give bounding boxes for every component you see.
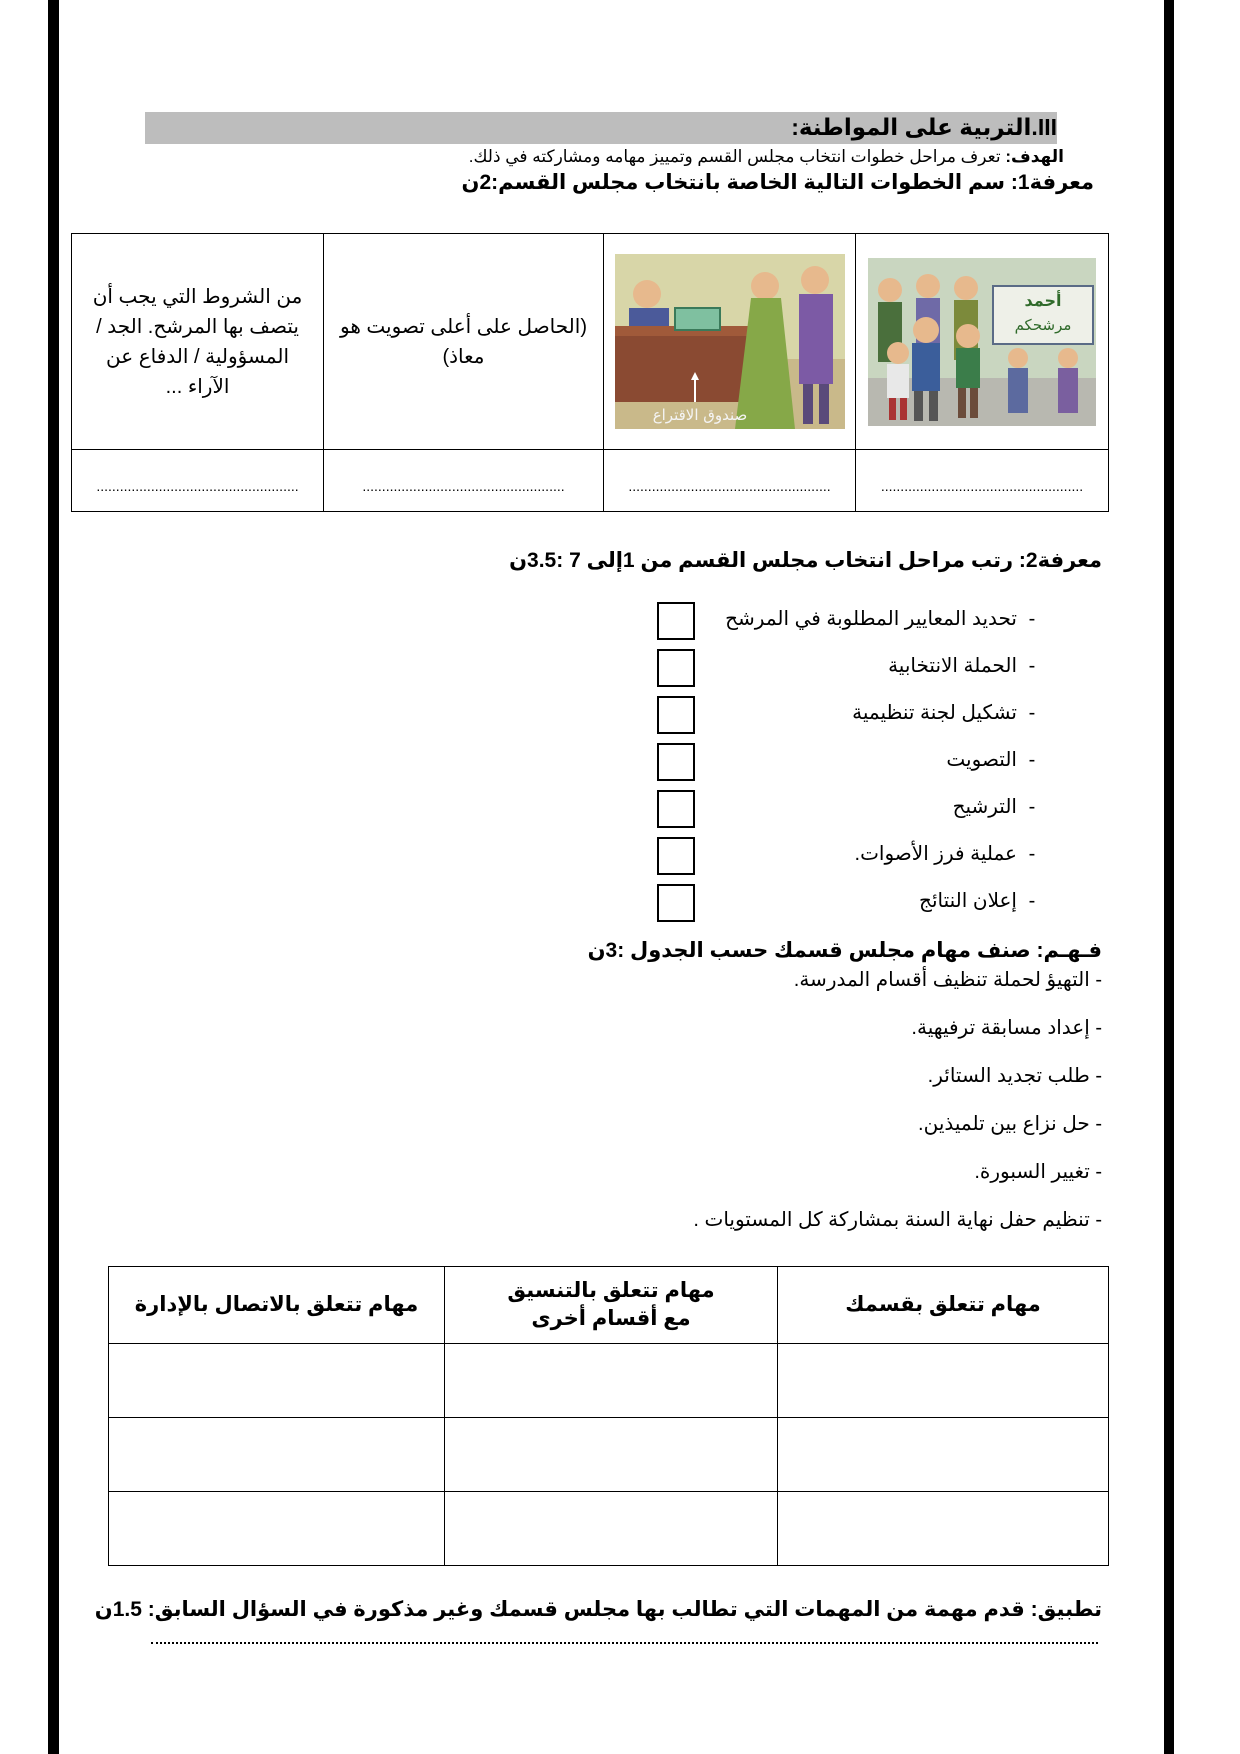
steps-result-text: (الحاصل على أعلى تصويت هو معاذ) [339, 315, 587, 368]
answer-dots-1: .................................................... [880, 477, 1084, 494]
answer-dots-3: .................................................... [362, 477, 565, 494]
task-item-1: - التهيؤ لحملة تنظيف أقسام المدرسة. [793, 969, 1102, 991]
campaign-sign-text-2: مرشحكم [1014, 315, 1072, 334]
header-administration-tasks: مهام تتعلق بالاتصال بالإدارة [109, 1267, 445, 1344]
table-cell[interactable] [778, 1418, 1109, 1492]
order-item-1: -تحديد المعايير المطلوبة في المرشح [725, 608, 1036, 630]
table-cell[interactable] [445, 1344, 778, 1418]
task-item-2: - إعداد مسابقة ترفيهية. [911, 1017, 1102, 1039]
task-item-4: - حل نزاع بين تلميذين. [918, 1113, 1102, 1135]
order-item-5: -الترشيح [952, 796, 1036, 818]
answer-dots-4: .................................................... [96, 477, 299, 494]
answer-cell-3[interactable] [324, 450, 604, 512]
order-box-6[interactable] [657, 837, 695, 875]
steps-conditions-text: من الشروط التي يجب أن يتصف بها المرشح. الجد / المسؤولية / الدفاع عن الآراء ... [92, 285, 303, 398]
table-cell[interactable] [109, 1344, 445, 1418]
question-4-title: تطبيق: قدم مهمة من المهمات التي تطالب بها مجلس قسمك وغير مذكورة في السؤال السابق: 1.5ن [94, 1598, 1102, 1621]
question-3-title: فـهـم: صنف مهام مجلس قسمك حسب الجدول :3ن [587, 939, 1102, 962]
page-border-left [48, 0, 59, 1754]
task-item-5: - تغيير السبورة. [974, 1161, 1102, 1183]
order-item-6: -عملية فرز الأصوات. [854, 843, 1036, 865]
question-2-title: معرفة2: رتب مراحل انتخاب مجلس القسم من 1إلى 7 :3.5ن [509, 549, 1102, 572]
order-box-5[interactable] [657, 790, 695, 828]
order-item-7: -إعلان النتائج [919, 890, 1036, 912]
steps-cell-campaign [856, 234, 1109, 450]
answer-cell-4[interactable] [72, 450, 324, 512]
order-box-1[interactable] [657, 602, 695, 640]
answer-cell-2[interactable] [604, 450, 856, 512]
goal-text: تعرف مراحل خطوات انتخاب مجلس القسم وتمييز مهامه ومشاركته في ذلك. [468, 147, 1006, 166]
question-1-title: معرفة1: سم الخطوات التالية الخاصة بانتخاب مجلس القسم:2ن [461, 171, 1094, 194]
table-cell[interactable] [445, 1492, 778, 1566]
order-item-4: -التصويت [946, 749, 1036, 771]
campaign-illustration [868, 258, 1096, 426]
task-item-6: - تنظيم حفل نهاية السنة بمشاركة كل المستويات . [693, 1209, 1102, 1231]
header-class-tasks: مهام تتعلق بقسمك [778, 1267, 1109, 1344]
ballot-box-illustration [615, 254, 845, 429]
order-box-3[interactable] [657, 696, 695, 734]
answer-cell-1[interactable] [856, 450, 1109, 512]
order-box-7[interactable] [657, 884, 695, 922]
table-cell[interactable] [109, 1492, 445, 1566]
application-answer-line[interactable] [151, 1642, 1098, 1644]
goal-label: الهدف: [1005, 147, 1064, 166]
header-coordination-tasks: مهام تتعلق بالتنسيق مع أقسام أخرى [445, 1267, 778, 1344]
table-cell[interactable] [445, 1418, 778, 1492]
answer-dots-2: .................................................... [628, 477, 831, 494]
order-item-3: -تشكيل لجنة تنظيمية [852, 702, 1036, 724]
steps-table [71, 233, 1109, 512]
page-border-right [1164, 0, 1174, 1754]
order-box-4[interactable] [657, 743, 695, 781]
goal-line [469, 147, 1064, 167]
ballot-box-label: صندوق الاقتراع [652, 406, 747, 424]
table-cell[interactable] [778, 1492, 1109, 1566]
table-cell[interactable] [778, 1344, 1109, 1418]
steps-cell-ballot [604, 234, 856, 450]
order-box-2[interactable] [657, 649, 695, 687]
campaign-sign-text-1: أحمد [1024, 290, 1062, 310]
tasks-classification-table [108, 1266, 1109, 1566]
table-cell[interactable] [109, 1418, 445, 1492]
steps-cell-conditions [72, 234, 324, 450]
section-title: III.التربية على المواطنة: [791, 114, 1057, 140]
steps-cell-result [324, 234, 604, 450]
task-item-3: - طلب تجديد الستائر. [927, 1065, 1102, 1087]
order-item-2: -الحملة الانتخابية [888, 655, 1036, 677]
